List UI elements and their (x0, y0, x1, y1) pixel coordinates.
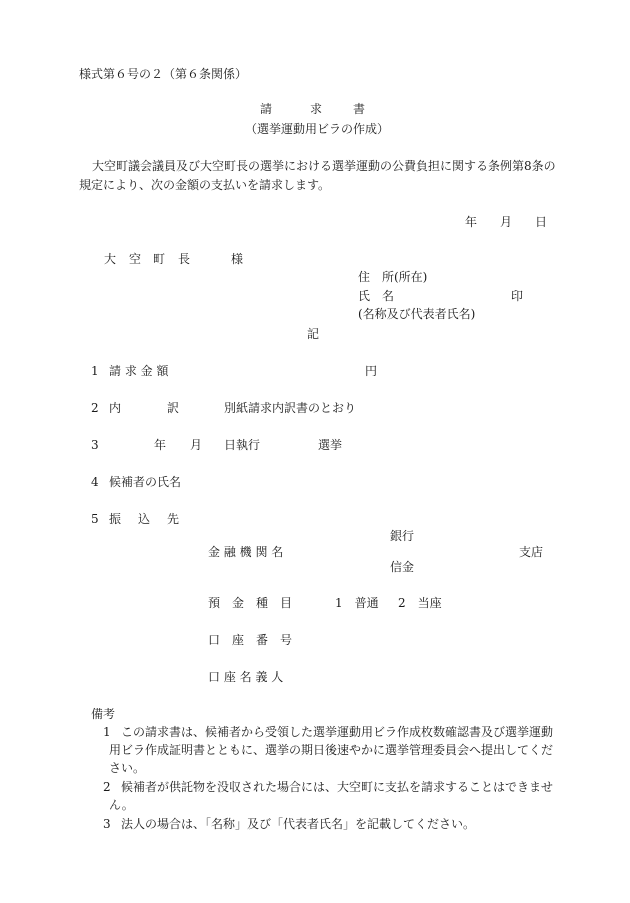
ki-label: 記 (307, 327, 320, 341)
item-1-label: 請 求 金 額 (109, 364, 169, 378)
item-4-label: 候補者の氏名 (109, 475, 182, 489)
remarks-note-2-line-2: ん。 (109, 798, 134, 812)
item-2-label-b: 訳 (167, 401, 180, 415)
bank-name-label: 金 融 機 関 名 (208, 545, 284, 559)
item-3-year: 年 (154, 438, 167, 452)
addressee-char-4: 長 (178, 252, 191, 266)
remarks-heading: 備考 (91, 707, 116, 721)
date-month-label: 月 (500, 215, 513, 229)
intro-line-2: 規定により、次の金額の支払いを請求します。 (79, 178, 331, 192)
account-number-label: 口 座 番 号 (208, 633, 293, 647)
remarks-note-3: 法人の場合は、「名称」及び「代表者氏名」を記載してください。 (121, 817, 476, 831)
addressee-char-1: 大 (104, 252, 117, 266)
remarks-note-1-line-1: この請求書は、候補者から受領した選挙運動用ビラ作成枚数確認書及び選挙運動 (121, 725, 554, 739)
deposit-type-label: 預 金 種 目 (208, 596, 293, 610)
item-5-label-char-1: 振 (109, 512, 122, 526)
item-3-election: 選挙 (318, 438, 343, 452)
item-4-number: 4 (91, 475, 99, 489)
remarks-note-1-number: 1 (103, 725, 111, 739)
applicant-corp-note: (名称及び代表者氏名) (358, 307, 476, 321)
item-2-number: 2 (91, 401, 99, 415)
title-char-2: 求 (310, 102, 323, 116)
item-2-label-a: 内 (109, 401, 122, 415)
remarks-note-2-line-1: 候補者が供託物を没収された場合には、大空町に支払を請求することはできませ (121, 780, 554, 794)
item-5-number: 5 (91, 512, 99, 526)
applicant-address-label: 住 所(所在) (358, 270, 428, 284)
item-1-number: 1 (91, 364, 99, 378)
branch-label: 支店 (519, 545, 544, 559)
subtitle: （選挙運動用ビラの作成） (245, 122, 390, 136)
item-3-month: 月 (190, 438, 203, 452)
applicant-name-label: 氏 名 (358, 289, 395, 303)
bank-option-bank: 銀行 (390, 529, 415, 543)
deposit-option-current: 2 当座 (398, 596, 442, 610)
applicant-seal-label: 印 (511, 289, 524, 303)
item-3-day-exec: 日執行 (224, 438, 261, 452)
deposit-option-ordinary: 1 普通 (335, 596, 379, 610)
remarks-note-3-number: 3 (103, 817, 111, 831)
item-5-label-char-2: 込 (138, 512, 151, 526)
item-5-label-char-3: 先 (167, 512, 180, 526)
remarks-note-1-line-2: 用ビラ作成証明書とともに、選挙の期日後速やかに選挙管理委員会へ提出してくだ (109, 743, 554, 757)
addressee-honorific: 様 (231, 252, 244, 266)
date-day-label: 日 (535, 215, 548, 229)
remarks-note-1-line-3: さい。 (109, 761, 146, 775)
item-2-value: 別紙請求内訳書のとおり (224, 401, 357, 415)
addressee-char-2: 空 (129, 252, 142, 266)
intro-line-1: 大空町議会議員及び大空町長の選挙における選挙運動の公費負担に関する条例第8条の (92, 159, 556, 173)
bank-option-shinkin: 信金 (390, 560, 415, 574)
title-char-3: 書 (353, 102, 366, 116)
account-holder-label: 口 座 名 義 人 (208, 670, 284, 684)
item-1-unit: 円 (365, 364, 378, 378)
date-year-label: 年 (465, 215, 478, 229)
remarks-note-2-number: 2 (103, 780, 111, 794)
item-3-number: 3 (91, 438, 99, 452)
form-number: 様式第６号の２（第６条関係） (79, 67, 248, 81)
addressee-char-3: 町 (153, 252, 166, 266)
title-char-1: 請 (260, 102, 273, 116)
